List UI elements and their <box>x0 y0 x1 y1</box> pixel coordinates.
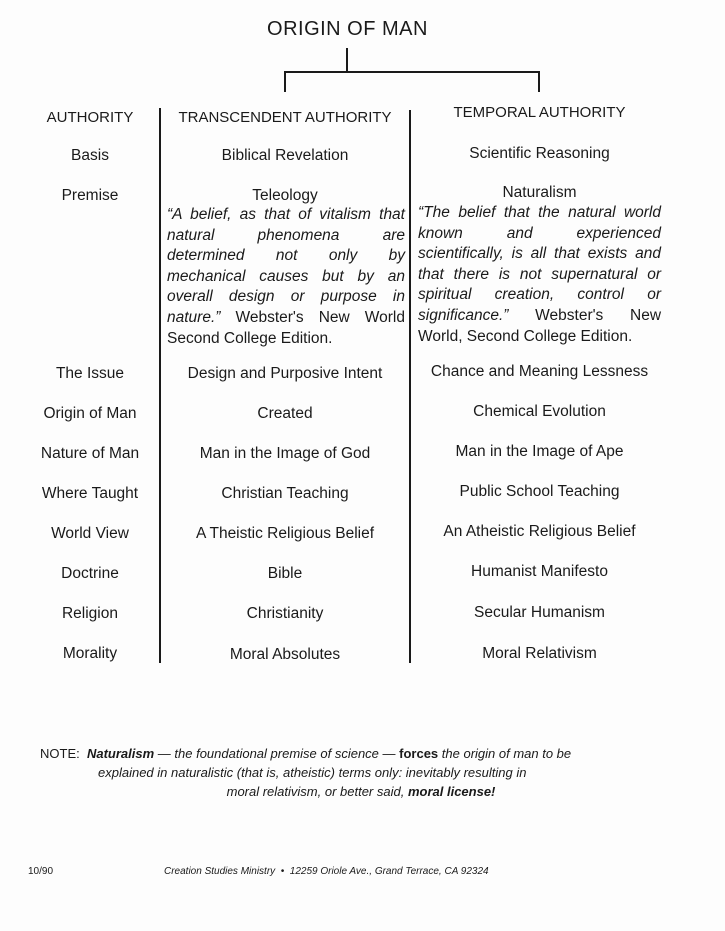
note-bold-naturalism: Naturalism <box>86 746 155 761</box>
row-label: World View <box>51 525 129 542</box>
note-bold-moral-license: moral license! <box>407 784 496 799</box>
tree-right-drop <box>538 71 540 92</box>
note-line-2: explained in naturalistic (that is, atheistic) terms only: inevitably resulting in <box>98 765 527 780</box>
footer-date: 10/90 <box>28 866 54 877</box>
row-label: Premise <box>61 187 119 204</box>
teleology-source: Webster's New World Second College Edition. <box>167 308 405 347</box>
teleology-definition <box>167 205 405 349</box>
temporal-cell: An Atheistic Religious Belief <box>443 523 636 540</box>
transcendent-cell: Created <box>257 405 313 422</box>
row-label: Where Taught <box>41 485 139 502</box>
row-label: The Issue <box>55 365 125 382</box>
note-text: the origin of man to be <box>438 746 572 761</box>
naturalism-definition <box>418 203 661 347</box>
note-text: — the foundational premise of science — <box>154 746 400 761</box>
temporal-cell: Chance and Meaning Lessness <box>430 363 649 380</box>
tree-branch <box>284 71 539 73</box>
temporal-cell: Naturalism <box>502 184 577 201</box>
row-label: Nature of Man <box>40 445 140 462</box>
row-label: Basis <box>71 147 109 164</box>
temporal-cell: Scientific Reasoning <box>469 145 610 162</box>
temporal-cell: Moral Relativism <box>482 645 597 662</box>
header-authority: AUTHORITY <box>46 109 134 126</box>
page-title: ORIGIN OF MAN <box>267 18 428 40</box>
row-label: Doctrine <box>61 565 119 582</box>
row-label: Morality <box>62 645 118 662</box>
header-temporal: TEMPORAL AUTHORITY <box>453 104 626 121</box>
tree-left-drop <box>284 71 286 92</box>
temporal-cell: Man in the Image of Ape <box>455 443 624 460</box>
temporal-cell: Humanist Manifesto <box>471 563 608 580</box>
transcendent-cell: Biblical Revelation <box>221 147 349 164</box>
transcendent-cell: Man in the Image of God <box>199 445 371 462</box>
transcendent-cell: A Theistic Religious Belief <box>195 525 375 542</box>
footer-organization: Creation Studies Ministry • 12259 Oriole Ave., Grand Terrace, CA 92324 <box>164 866 489 877</box>
note-text: moral relativism, or better said, <box>226 784 408 799</box>
transcendent-cell: Bible <box>267 565 303 582</box>
transcendent-cell: Teleology <box>252 187 318 204</box>
naturalism-quote: “The belief that the natural world known and experienced scientifically, is all that exists and that there is not supernatural or spiritual creation, control or significance.” <box>418 204 661 324</box>
note-bold-forces: forces <box>399 746 439 761</box>
transcendent-cell: Christianity <box>246 605 324 622</box>
transcendent-cell: Design and Purposive Intent <box>187 365 383 382</box>
temporal-cell: Public School Teaching <box>459 483 620 500</box>
note-line-3 <box>40 782 670 801</box>
note <box>40 744 670 801</box>
naturalism-source: Webster's New World, Second College Edition. <box>418 306 662 345</box>
temporal-cell: Secular Humanism <box>474 604 605 621</box>
tree-stem <box>346 48 348 72</box>
teleology-quote: “A belief, as that of vitalism that natural phenomena are determined not only by mechanical causes but by an overall design or purpose in nature.” <box>167 206 405 326</box>
transcendent-cell: Moral Absolutes <box>229 646 341 663</box>
temporal-cell: Chemical Evolution <box>473 403 606 420</box>
note-line-1 <box>40 744 670 763</box>
header-transcendent: TRANSCENDENT AUTHORITY <box>178 109 392 126</box>
row-label: Origin of Man <box>43 405 137 422</box>
row-label: Religion <box>61 605 118 622</box>
transcendent-cell: Christian Teaching <box>221 485 349 502</box>
note-prefix: NOTE: <box>40 746 80 761</box>
